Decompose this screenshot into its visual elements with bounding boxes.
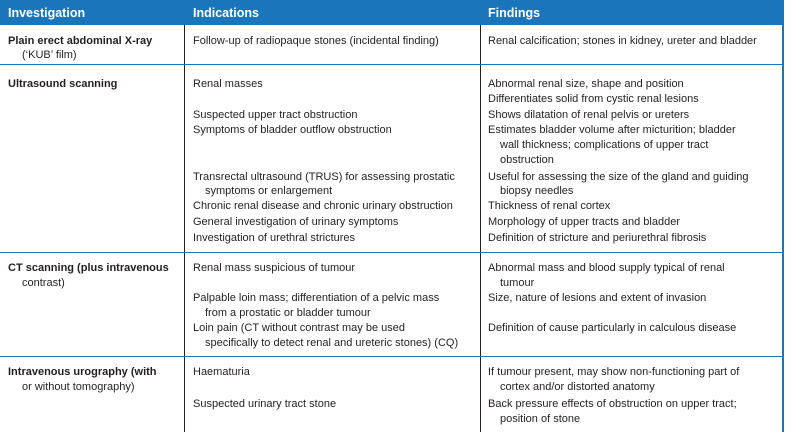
row-us-indication: Transrectal ultrasound (TRUS) for assessing prostatic (193, 171, 455, 183)
row-ct-investigation-sub: contrast) (22, 277, 65, 289)
row-ivu-investigation: Intravenous urography (with (8, 366, 157, 378)
row-us-finding: wall thickness; complications of upper tract (500, 139, 709, 151)
row-us-finding: obstruction (500, 154, 554, 166)
row-us-indication: Chronic renal disease and chronic urinary obstruction (193, 200, 453, 212)
row-kub-indication: Follow-up of radiopaque stones (incidental finding) (193, 35, 439, 47)
row-ct-indication: Loin pain (CT without contrast may be used (193, 322, 405, 334)
row-us-indication: Suspected upper tract obstruction (193, 109, 358, 121)
row-ct-indication: specifically to detect renal and ureteric stones) (CQ) (205, 337, 459, 349)
table-header (0, 0, 782, 25)
row-ivu-investigation-sub: or without tomography) (22, 381, 135, 393)
row-ct-finding: Definition of cause particularly in calculous disease (488, 322, 737, 334)
row-us-finding: biopsy needles (500, 185, 574, 197)
row-us-indication: General investigation of urinary symptoms (193, 216, 399, 228)
row-us-finding: Useful for assessing the size of the gland and guiding (488, 171, 749, 183)
row-us-finding: Differentiates solid from cystic renal lesions (488, 93, 699, 105)
row-ct-indication: from a prostatic or bladder tumour (205, 307, 371, 319)
header-investigation: Investigation (8, 6, 86, 20)
row-us-investigation: Ultrasound scanning (8, 78, 118, 90)
row-ivu-finding: Back pressure effects of obstruction on upper tract; (488, 398, 737, 410)
row-ct-investigation: CT scanning (plus intravenous (8, 262, 169, 274)
row-us-finding: Estimates bladder volume after micturition; bladder (488, 124, 736, 136)
row-kub-investigation: Plain erect abdominal X-ray (8, 35, 153, 47)
row-ivu-finding: position of stone (500, 413, 581, 425)
row-us-indication: Investigation of urethral strictures (193, 232, 356, 244)
row-separator (0, 356, 782, 357)
row-us-indication: Symptoms of bladder outflow obstruction (193, 124, 392, 136)
row-ct-finding: tumour (500, 277, 535, 289)
row-ct-finding: Abnormal mass and blood supply typical of renal (488, 262, 725, 274)
header-indications: Indications (193, 6, 259, 20)
row-us-indication: symptoms or enlargement (205, 185, 333, 197)
row-ivu-finding: cortex and/or distorted anatomy (500, 381, 655, 393)
row-ivu-indication: Haematuria (193, 366, 250, 378)
row-us-finding: Definition of stricture and periurethral fibrosis (488, 232, 707, 244)
row-us-indication: Renal masses (193, 78, 263, 90)
column-divider (480, 25, 481, 432)
row-us-finding: Shows dilatation of renal pelvis or ureters (488, 109, 690, 121)
row-us-finding: Thickness of renal cortex (488, 200, 611, 212)
row-ct-indication: Palpable loin mass; differentiation of a pelvic mass (193, 292, 440, 304)
row-kub-investigation-sub: (‘KUB’ film) (22, 49, 77, 61)
row-kub-finding: Renal calcification; stones in kidney, ureter and bladder (488, 35, 757, 47)
row-separator (0, 64, 782, 65)
header-findings: Findings (488, 6, 541, 20)
row-ivu-finding: If tumour present, may show non-functioning part of (488, 366, 740, 378)
row-ivu-indication: Suspected urinary tract stone (193, 398, 337, 410)
row-separator (0, 252, 782, 253)
row-us-finding: Morphology of upper tracts and bladder (488, 216, 681, 228)
column-divider (184, 25, 185, 432)
row-ct-indication: Renal mass suspicious of tumour (193, 262, 356, 274)
row-ct-finding: Size, nature of lesions and extent of invasion (488, 292, 707, 304)
row-us-finding: Abnormal renal size, shape and position (488, 78, 684, 90)
